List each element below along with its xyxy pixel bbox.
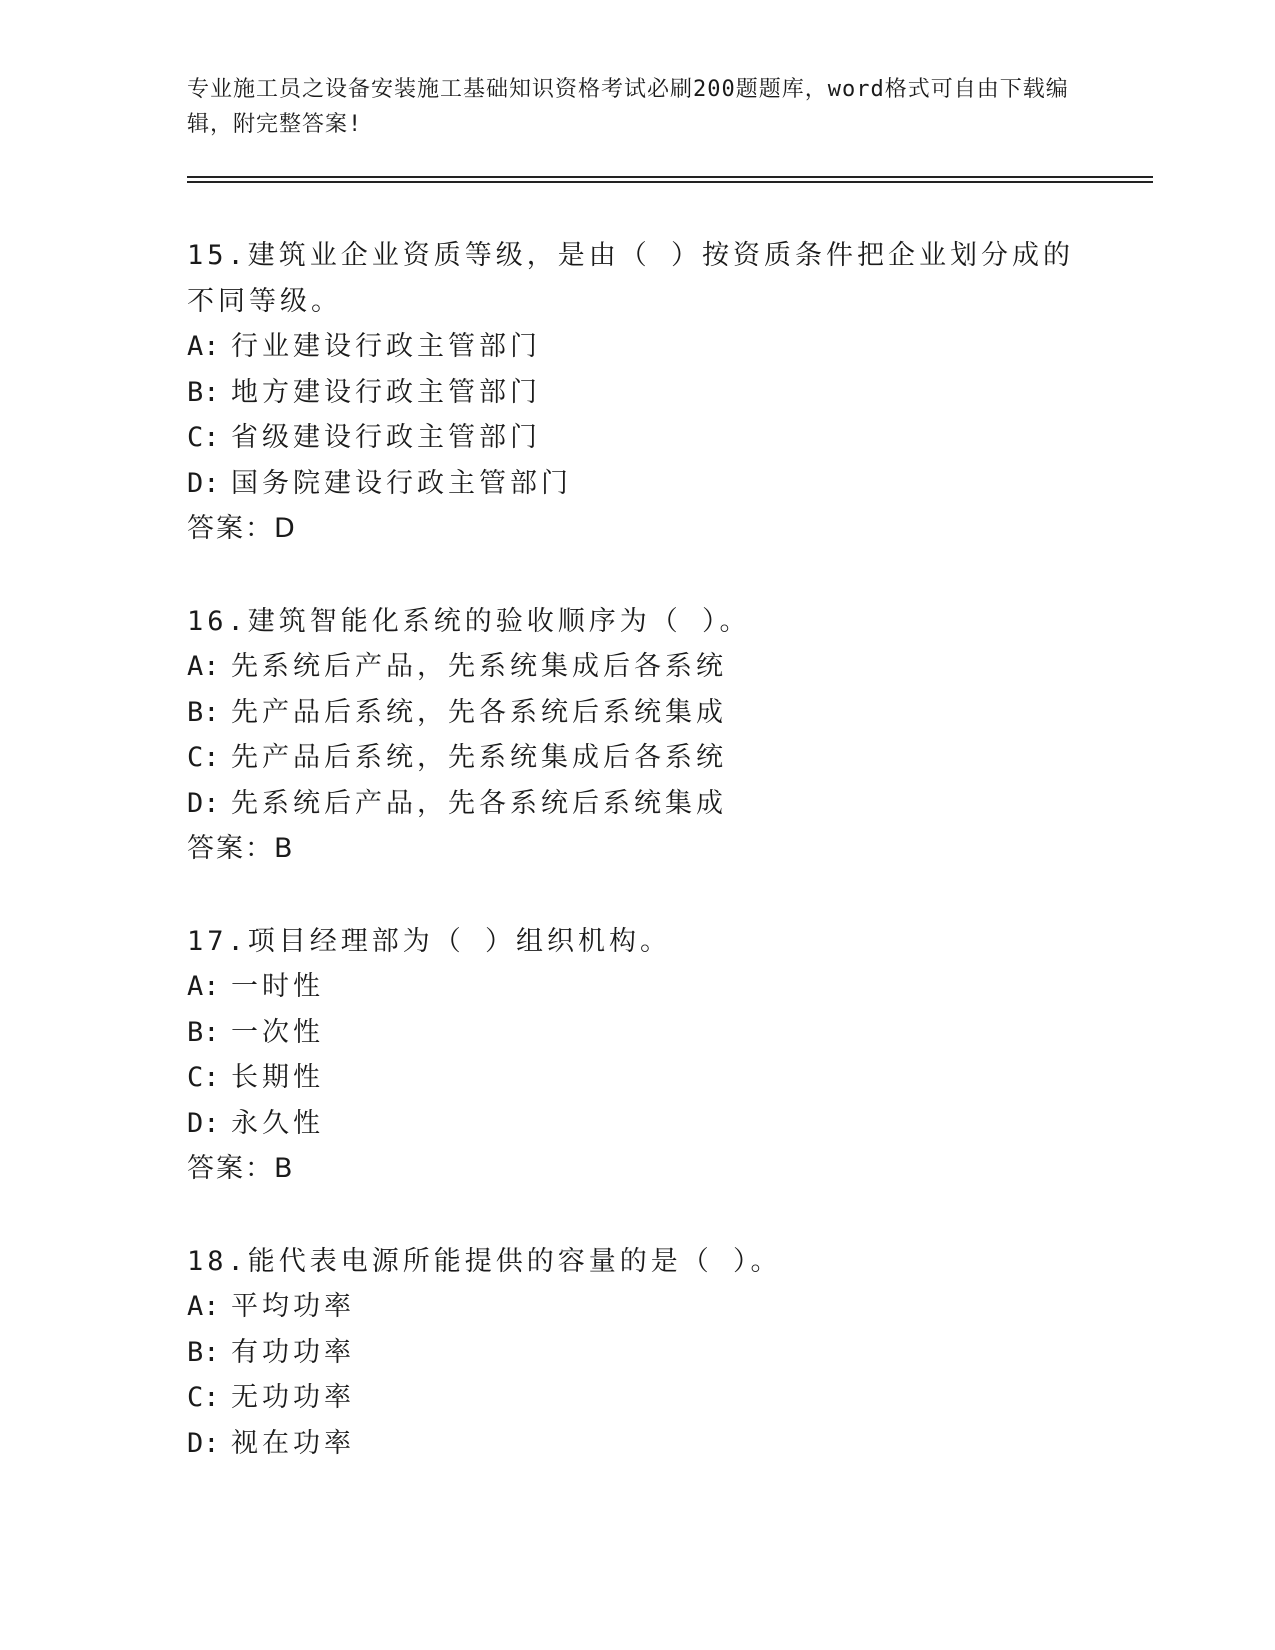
option-text: 一时性 <box>231 971 324 1002</box>
option-d <box>187 461 1087 507</box>
question-stem: 17.项目经理部为（ ）组织机构。 <box>187 925 672 957</box>
question-stem: 18.能代表电源所能提供的容量的是（ ）。 <box>187 1245 782 1277</box>
option-text: 有功功率 <box>231 1336 355 1368</box>
question-15 <box>187 233 1087 552</box>
answer-line: 答案：D <box>187 513 297 544</box>
question-stem: 16.建筑智能化系统的验收顺序为（ ）。 <box>187 605 751 637</box>
question-18 <box>187 1239 1087 1467</box>
document-header <box>187 72 1087 142</box>
option-label: D: <box>187 787 220 819</box>
option-label: B: <box>187 376 220 408</box>
option-b <box>187 1010 1087 1056</box>
option-d <box>187 781 1087 827</box>
header-rule-bottom <box>187 181 1153 183</box>
option-d <box>187 1101 1087 1147</box>
option-label: A: <box>187 1291 220 1322</box>
option-label: C: <box>187 1382 220 1413</box>
option-text: 国务院建设行政主管部门 <box>231 467 572 499</box>
option-text: 无功功率 <box>231 1382 355 1413</box>
option-b <box>187 690 1087 736</box>
option-c <box>187 415 1087 461</box>
option-text: 先系统后产品，先各系统后系统集成 <box>231 787 727 819</box>
option-text: 先产品后系统，先各系统后系统集成 <box>231 696 727 728</box>
option-c <box>187 1055 1087 1101</box>
option-text: 永久性 <box>231 1107 324 1139</box>
option-label: C: <box>187 422 220 453</box>
option-a <box>187 324 1087 370</box>
option-text: 先产品后系统，先系统集成后各系统 <box>231 742 727 773</box>
option-text: 行业建设行政主管部门 <box>231 331 541 362</box>
option-label: A: <box>187 651 220 682</box>
option-label: B: <box>187 1336 220 1368</box>
option-a <box>187 1284 1087 1330</box>
option-label: B: <box>187 1016 220 1048</box>
option-a <box>187 644 1087 690</box>
option-a <box>187 964 1087 1010</box>
answer-line: 答案：B <box>187 1153 295 1184</box>
option-text: 视在功率 <box>231 1427 355 1459</box>
option-text: 一次性 <box>231 1016 324 1048</box>
option-label: D: <box>187 467 220 499</box>
option-d <box>187 1421 1087 1467</box>
option-label: A: <box>187 331 220 362</box>
header-title: 专业施工员之设备安装施工基础知识资格考试必刷200题题库，word格式可自由下载编辑，附完整答案! <box>187 77 1069 137</box>
option-c <box>187 1375 1087 1421</box>
option-c <box>187 735 1087 781</box>
option-text: 长期性 <box>231 1062 324 1093</box>
question-17 <box>187 919 1087 1192</box>
question-stem: 15.建筑业企业资质等级，是由（ ）按资质条件把企业划分成的不同等级。 <box>187 240 1075 317</box>
question-16 <box>187 599 1087 872</box>
option-b <box>187 370 1087 416</box>
option-text: 地方建设行政主管部门 <box>231 376 541 408</box>
option-b <box>187 1330 1087 1376</box>
option-text: 省级建设行政主管部门 <box>231 422 541 453</box>
header-rule-top <box>187 176 1153 178</box>
option-label: D: <box>187 1427 220 1459</box>
answer-line: 答案：B <box>187 833 295 864</box>
option-label: B: <box>187 696 220 728</box>
option-label: A: <box>187 971 220 1002</box>
option-label: C: <box>187 742 220 773</box>
option-text: 先系统后产品，先系统集成后各系统 <box>231 651 727 682</box>
question-list <box>187 233 1087 1513</box>
option-label: D: <box>187 1107 220 1139</box>
option-label: C: <box>187 1062 220 1093</box>
option-text: 平均功率 <box>231 1291 355 1322</box>
